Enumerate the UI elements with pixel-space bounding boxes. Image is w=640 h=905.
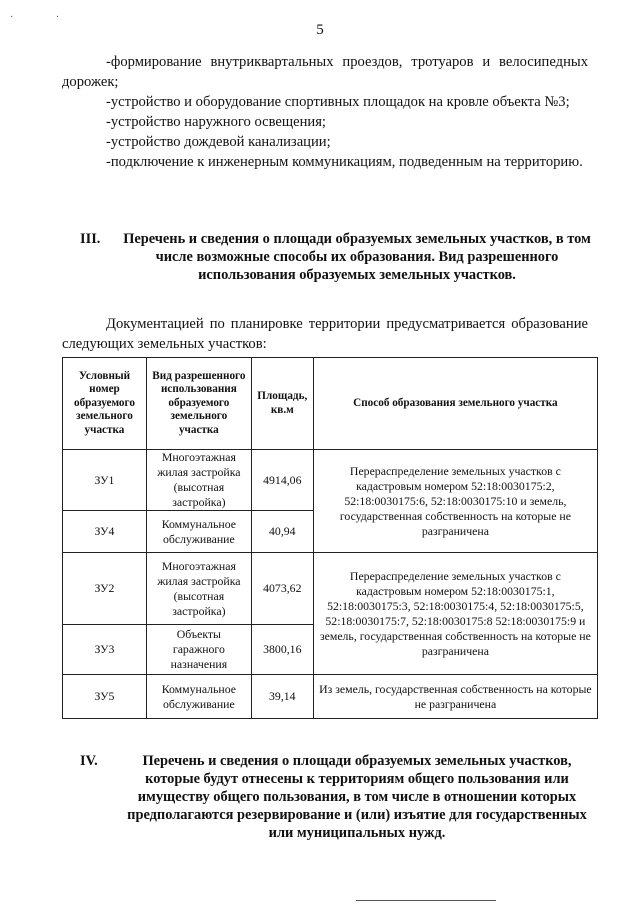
- plot-id: ЗУ1: [63, 450, 147, 511]
- plot-use: Многоэтажная жилая застройка (высотная застройка): [146, 553, 251, 625]
- plot-use: Коммунальное обслуживание: [146, 511, 251, 553]
- table-header-row: [63, 358, 598, 450]
- section-4-heading: [80, 752, 600, 842]
- list-item: -устройство наружного освещения;: [106, 114, 326, 130]
- section-title: Перечень и сведения о площади образуемых земельных участков, в том числе возможные способы их образования. Вид разрешенного использования образуемых земельных участков.: [123, 231, 591, 283]
- header-cell: Площадь, кв.м: [251, 358, 313, 450]
- plot-area: 40,94: [251, 511, 313, 553]
- intro-paragraph: [62, 314, 588, 354]
- section-title: Перечень и сведения о площади образуемых земельных участков, которые будут отнесены к территориям общего пользования или имуществу общего пользования, в том числе в отношении которых предполагаются резервирование и (или) изъятие для государственных или муниципальных нужд.: [127, 753, 587, 841]
- formation-method: Из земель, государственная собственность на которые не разграничена: [313, 675, 597, 719]
- signature-line: [356, 900, 496, 901]
- list-item: -устройство и оборудование спортивных площадок на кровле объекта №3;: [106, 94, 570, 110]
- plot-area: 4073,62: [251, 553, 313, 625]
- table-row: [63, 450, 598, 511]
- plot-id: ЗУ2: [63, 553, 147, 625]
- plot-id: ЗУ5: [63, 675, 147, 719]
- plot-id: ЗУ3: [63, 625, 147, 675]
- plot-area: 39,14: [251, 675, 313, 719]
- section-number: IV.: [80, 753, 98, 769]
- plot-use: Многоэтажная жилая застройка (высотная застройка): [146, 450, 251, 511]
- intro-text: Документацией по планировке территории предусматривается образование следующих земельных участков:: [62, 316, 588, 352]
- page-number: 5: [316, 22, 324, 38]
- list-item: -формирование внутриквартальных проездов, тротуаров и велосипедных дорожек;: [62, 54, 588, 90]
- formation-method: Перераспределение земельных участков с кадастровым номером 52:18:0030175:2, 52:18:0030175:6, 52:18:0030175:10 и земель, государственная собственность на которые не разграничена: [313, 450, 597, 553]
- table-row: [63, 553, 598, 625]
- list-item: -устройство дождевой канализации;: [106, 134, 331, 150]
- plot-id: ЗУ4: [63, 511, 147, 553]
- plot-use: Объекты гаражного назначения: [146, 625, 251, 675]
- works-list: [62, 52, 588, 172]
- header-cell: Вид разрешенного использования образуемого земельного участка: [146, 358, 251, 450]
- list-item: -подключение к инженерным коммуникациям, подведенным на территорию.: [106, 154, 583, 170]
- header-cell: Условный номер образуемого земельного участка: [63, 358, 147, 450]
- plot-use: Коммунальное обслуживание: [146, 675, 251, 719]
- land-plots-table: [62, 357, 598, 719]
- scan-specks: · ·: [10, 12, 80, 23]
- section-number: III.: [80, 231, 101, 247]
- plot-area: 3800,16: [251, 625, 313, 675]
- header-cell: Способ образования земельного участка: [313, 358, 597, 450]
- table-row: [63, 675, 598, 719]
- formation-method: Перераспределение земельных участков с кадастровым номером 52:18:0030175:1, 52:18:0030175:3, 52:18:0030175:4, 52:18:0030175:5, 52:18:0030175:7, 52:18:0030175:8 52:18:0030175:9 и земель, государственная собственность на которые не разграничена: [313, 553, 597, 675]
- section-3-heading: [80, 230, 600, 284]
- plot-area: 4914,06: [251, 450, 313, 511]
